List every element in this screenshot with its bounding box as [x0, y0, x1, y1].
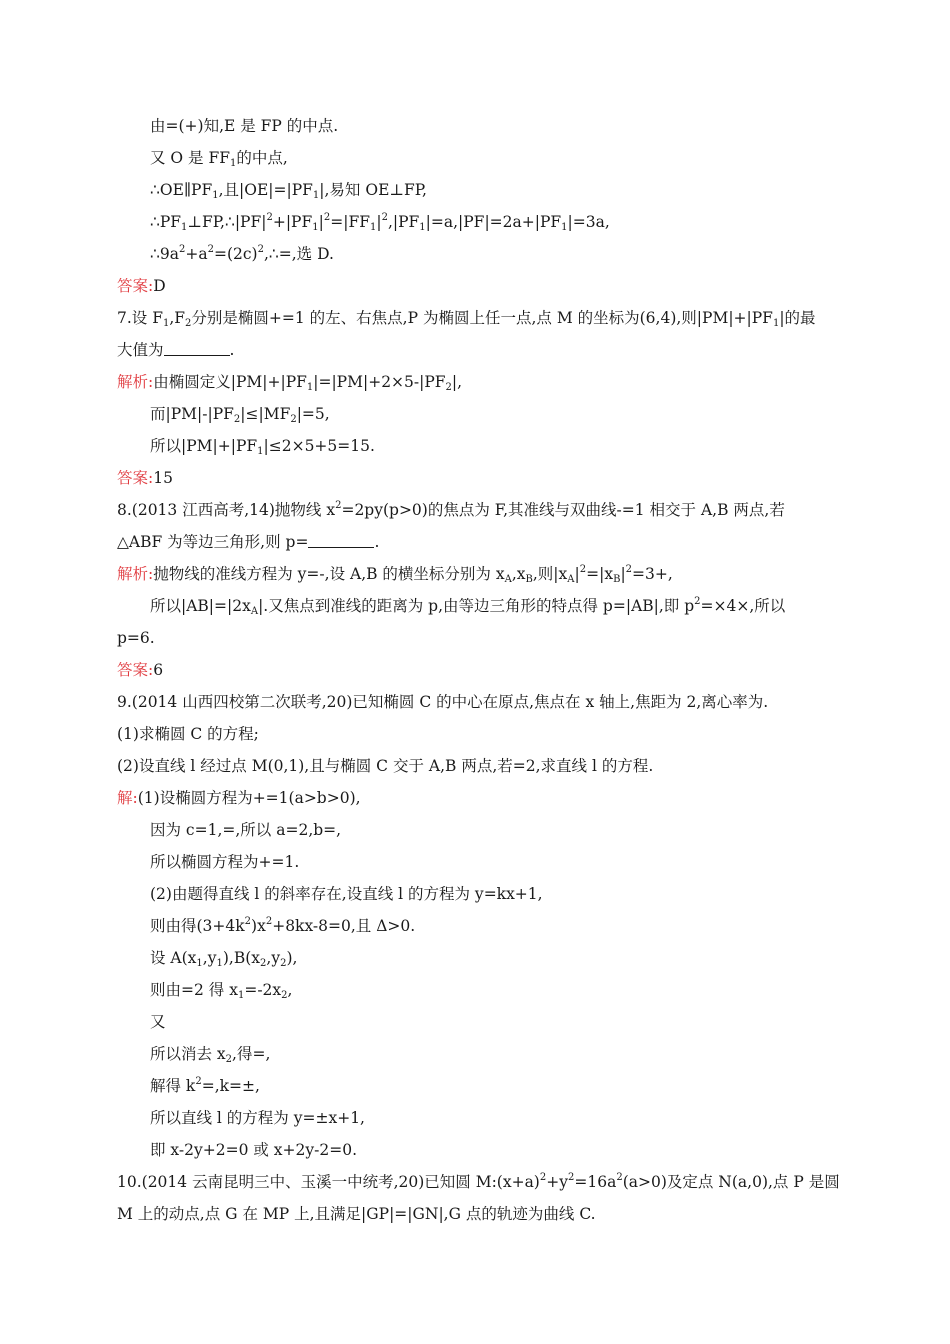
text-line-13: 8.(2013 江西高考,14)抛物线 $x^2=2py(p>0)$的焦点为 F,其准线与双曲线-=1 相交于 A,B 两点,若 — [117, 500, 785, 519]
text-line-22: 解:(1)设椭圆方程为+=1(a>b>0), — [117, 789, 361, 807]
text-line-32: 所以直线 l 的方程为 y=±x+1, — [150, 1109, 365, 1127]
text-line-6: 答案:D — [117, 277, 166, 295]
text-line-5: $\therefore 9a^2+a^2=(2c)^2,\therefore=$,选 D. — [150, 244, 334, 263]
text-line-9: 解析:由椭圆定义$|PM|+|PF_1|=|PM|+2\times 5-|PF_2|$, — [117, 373, 463, 393]
text-line-31: 解得 $k^2=,k=\pm$, — [150, 1076, 260, 1095]
text-line-12: 答案:15 — [117, 469, 173, 487]
text-line-33: 即 x-2y+2=0 或 x+2y-2=0. — [150, 1141, 358, 1159]
text-line-18: 答案:6 — [117, 661, 164, 679]
text-line-11: 所以$|PM|+|PF_1|\le 2\times 5+5=15$. — [150, 437, 375, 457]
text-line-34: 10.(2014 云南昆明三中、玉溪一中统考,20)已知圆 $M:(x+a)^2+y^2=16a^2(a>0)$及定点 N(a,0),点 P 是圆 — [117, 1172, 840, 1191]
text-line-26: 则由得$(3+4k^2)x^2+8kx-8=0$,且 Δ>0. — [150, 916, 416, 935]
text-line-24: 所以椭圆方程为+=1. — [150, 853, 300, 871]
text-line-35: M 上的动点,点 G 在 MP 上,且满足|GP|=|GN|,G 点的轨迹为曲线 C. — [117, 1205, 596, 1223]
text-line-20: (1)求椭圆 C 的方程; — [117, 725, 259, 743]
text-line-30: 所以消去 $x_2$,得=, — [150, 1045, 271, 1065]
text-line-10: 而$|PM|-|PF_2|\le|MF_2|=5$, — [150, 405, 330, 425]
text-line-2: 又 O 是 $FF_1$的中点, — [150, 149, 288, 169]
text-line-14: △ABF 为等边三角形,则 p= . — [117, 533, 380, 551]
text-line-29: 又 — [150, 1013, 166, 1031]
text-line-28: 则由=2 得 $x_1=-2x_2$, — [150, 981, 293, 1001]
text-line-15: 解析:抛物线的准线方程为 y=-,设 A,B 的横坐标分别为 $x_A,x_B$,则$|x_A|^2=|x_B|^2=3+$, — [117, 564, 673, 585]
text-line-19: 9.(2014 山西四校第二次联考,20)已知椭圆 C 的中心在原点,焦点在 x 轴上,焦距为 2,离心率为. — [117, 693, 769, 711]
text-line-21: (2)设直线 l 经过点 M(0,1),且与椭圆 C 交于 A,B 两点,若=2,求直线 l 的方程. — [117, 757, 654, 775]
text-line-8: 大值为 . — [117, 341, 235, 359]
text-line-27: 设 $A(x_1,y_1),B(x_2,y_2)$, — [150, 949, 298, 969]
text-line-17: p=6. — [117, 629, 155, 647]
text-line-4: $\therefore PF_1\perp FP,\therefore|PF|^2+|PF_1|^2=|FF_1|^2,|PF_1|=a,|PF|=2a+|PF_1|=3a$, — [150, 212, 610, 233]
text-line-23: 因为 c=1,=,所以 a=2,b=, — [150, 821, 342, 839]
text-line-25: (2)由题得直线 l 的斜率存在,设直线 l 的方程为 y=kx+1, — [150, 885, 543, 903]
text-line-3: $\therefore OE\parallel PF_1$,且$|OE|=|PF_1|$,易知 OE⊥FP, — [150, 181, 427, 201]
text-line-1: 由=(+)知,E 是 FP 的中点. — [150, 117, 339, 135]
text-line-16: 所以$|AB|=|2x_A|$.又焦点到准线的距离为 p,由等边三角形的特点得 p=|AB|,即 $p^2=\times 4\times$,所以 — [150, 596, 786, 617]
text-line-7: 7.设 $F_1,F_2$分别是椭圆+=1 的左、右焦点,P 为椭圆上任一点,点 M 的坐标为(6,4),则$|PM|+|PF_1|$的最 — [117, 309, 816, 329]
